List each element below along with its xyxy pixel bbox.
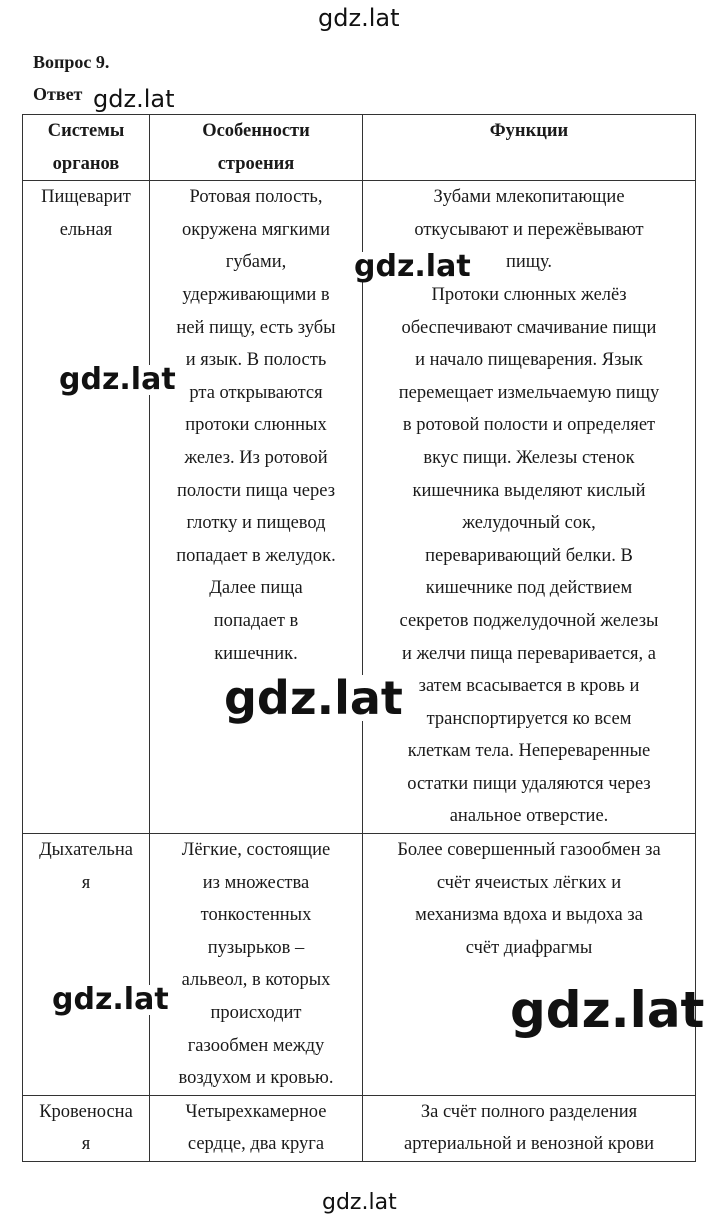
- table-row: [23, 834, 696, 1096]
- function-respiratory: Более совершенный газообмен за счёт ячеистых лёгких и механизма вдоха и выдоха за счёт диафрагмы: [363, 834, 696, 1096]
- watermark-bottom: gdz.lat: [322, 1190, 397, 1215]
- table-row: [23, 1095, 696, 1161]
- system-name-digestive: Пищеварит ельная: [23, 181, 150, 834]
- header-systems: Системы органов: [23, 115, 150, 181]
- watermark-overlay: gdz.lat: [510, 981, 705, 1039]
- structure-digestive: Ротовая полость, окружена мягкими губами, удерживающими в ней пищу, есть зубы и язык. В полость рта открываются протоки слюнных желез. Из ротовой полости пища через глотку и пищевод попадает в желудок. Далее пища попадает в кишечник.: [150, 181, 363, 834]
- watermark-answer: gdz.lat: [93, 85, 175, 113]
- structure-circulatory: Четырехкамерное сердце, два круга: [150, 1095, 363, 1161]
- question-label: Вопрос 9.: [33, 52, 110, 72]
- header-functions: Функции: [363, 115, 696, 181]
- system-name-circulatory: Кровеносна я: [23, 1095, 150, 1161]
- function-circulatory: За счёт полного разделения артериальной и венозной крови: [363, 1095, 696, 1161]
- answer-label: Ответ: [33, 84, 83, 104]
- watermark-overlay: gdz.lat: [52, 982, 169, 1017]
- system-name-respiratory: Дыхательна я: [23, 834, 150, 1096]
- watermark-overlay: gdz.lat: [220, 675, 407, 721]
- watermark-overlay: gdz.lat: [354, 249, 471, 284]
- header-structure: Особенности строения: [150, 115, 363, 181]
- table-header-row: [23, 115, 696, 181]
- structure-respiratory: Лёгкие, состоящие из множества тонкостенных пузырьков – альвеол, в которых происходит газообмен между воздухом и кровью.: [150, 834, 363, 1096]
- watermark-overlay: gdz.lat: [59, 362, 176, 397]
- function-digestive: Зубами млекопитающие откусывают и пережёвывают пищу. Протоки слюнных желёз обеспечивают смачивание пищи и начало пищеварения. Язык перемещает измельчаемую пищу в ротовой полости и определяет вкус пищи. Железы стенок кишечника выделяют кислый желудочный сок, переваривающий белки. В кишечнике под действием секретов поджелудочной железы и желчи пища переваривается, а затем всасывается в кровь и транспортируется ко всем клеткам тела. Непереваренные остатки пищи удаляются через анальное отверстие.: [363, 181, 696, 834]
- watermark-top: gdz.lat: [318, 4, 400, 32]
